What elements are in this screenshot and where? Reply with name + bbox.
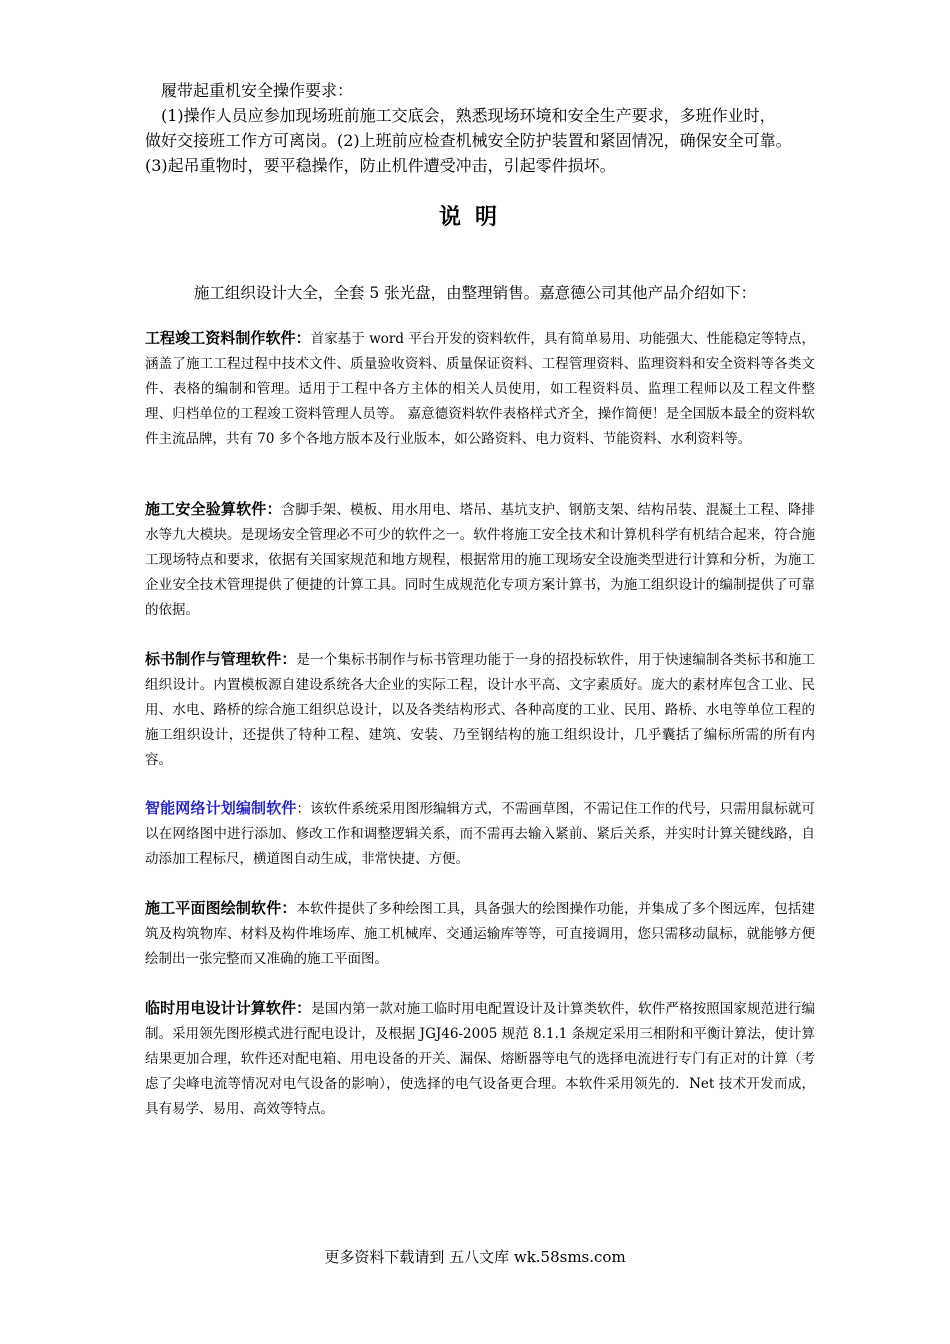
section-heading-link[interactable]: 智能网络计划编制软件 [145,799,297,817]
section-safety-calc [145,497,815,623]
section-body: 含脚手架、模板、用水用电、塔吊、基坑支护、钢筋支架、结构吊装、混凝土工程、降排水等九大模块。是现场安全管理必不可少的软件之一。软件将施工安全技术和计算机科学有机结合起来，符合施工现场特点和要求，依据有关国家规范和地方规程，根据常用的施工现场安全设施类型进行计算和分析，为施工企业安全技术管理提供了便捷的计算工具。同时生成规范化专项方案计算书，为施工组织设计的编制提供了可靠的依据。 [145,502,815,618]
section-body: 是国内第一款对施工临时用电配置设计及计算类软件，软件严格按照国家规范进行编制。采用领先图形模式进行配电设计，及根据 JGJ46-2005 规范 8.1.1 条规定采用三相附和平衡计算法，使计算结果更加合理，软件还对配电箱、用电设备的开关、漏保、熔断器等电气的选择电流进行专门有正对的计算（考虑了尖峰电流等情况对电气设备的影响），使选择的电气设备更合理。本软件采用领先的．Net 技术开发而成，具有易学、易用、高效等特点。 [145,1001,815,1117]
section-temp-power [145,996,815,1122]
section-heading: 工程竣工资料制作软件： [145,329,311,347]
section-heading: 施工平面图绘制软件： [145,899,297,917]
footer-download-link[interactable]: 更多资料下载请到 五八文库 wk.58sms.com [324,1248,626,1266]
section-heading: 标书制作与管理软件： [145,650,297,668]
section-body: 本软件提供了多种绘图工具，具备强大的绘图操作功能，并集成了多个图远库，包括建筑及构筑物库、材料及构件堆场库、施工机械库、交通运输库等等，可直接调用，您只需移动鼠标，就能够方便绘制出一张完整而又准确的施工平面图。 [145,901,815,967]
section-body: 首家基于 word 平台开发的资料软件，具有简单易用、功能强大、性能稳定等特点，涵盖了施工工程过程中技术文件、质量验收资料、质量保证资料、工程管理资料、监理资料和安全资料等各类文件、表格的编制和管理。适用于工程中各方主体的相关人员使用，如工程资料员、监理工程师以及工程文件整理、归档单位的工程竣工资料管理人员等。 嘉意德资料软件表格样式齐全，操作简便！是全国版本最全的资料软件主流品牌，共有 70 多个各地方版本及行业版本，如公路资料、电力资料、节能资料、水利资料等。 [145,331,815,447]
section-site-plan [145,896,815,972]
section-network-plan [145,796,815,872]
lead-paragraph: 施工组织设计大全，全套 5 张光盘，由整理销售。嘉意德公司其他产品介绍如下： [193,284,757,302]
section-bid-docs [145,647,815,773]
section-completion-docs [145,326,815,452]
section-body: ：该软件系统采用图形编辑方式，不需画草图，不需记住工作的代号，只需用鼠标就可以在网络图中进行添加、修改工作和调整逻辑关系，而不需再去输入紧前、紧后关系，并实时计算关键线路，自动添加工程标尺，横道图自动生成，非常快捷、方便。 [145,801,815,867]
intro-line-3: (3)起吊重物时，要平稳操作，防止机件遭受冲击，引起零件损坏。 [145,156,616,175]
page-title: 说明 [438,204,511,230]
intro-line-2: 做好交接班工作方可离岗。(2)上班前应检查机械安全防护装置和紧固情况，确保安全可靠。 [145,131,792,150]
section-heading: 施工安全验算软件： [145,500,282,518]
crane-safety-requirements [145,78,825,178]
intro-line-1: (1)操作人员应参加现场班前施工交底会，熟悉现场环境和安全生产要求，多班作业时， [161,106,776,125]
section-heading: 临时用电设计计算软件： [145,999,312,1017]
section-body: 是一个集标书制作与标书管理功能于一身的招投标软件，用于快速编制各类标书和施工组织设计。内置模板源自建设系统各大企业的实际工程，设计水平高、文字素质好。庞大的素材库包含工业、民用、水电、路桥的综合施工组织总设计，以及各类结构形式、各种高度的工业、民用、路桥、水电等单位工程的施工组织设计，还提供了特种工程、建筑、安装、乃至钢结构的施工组织设计，几乎囊括了编标所需的所有内容。 [145,652,815,768]
intro-heading: 履带起重机安全操作要求： [161,81,354,100]
